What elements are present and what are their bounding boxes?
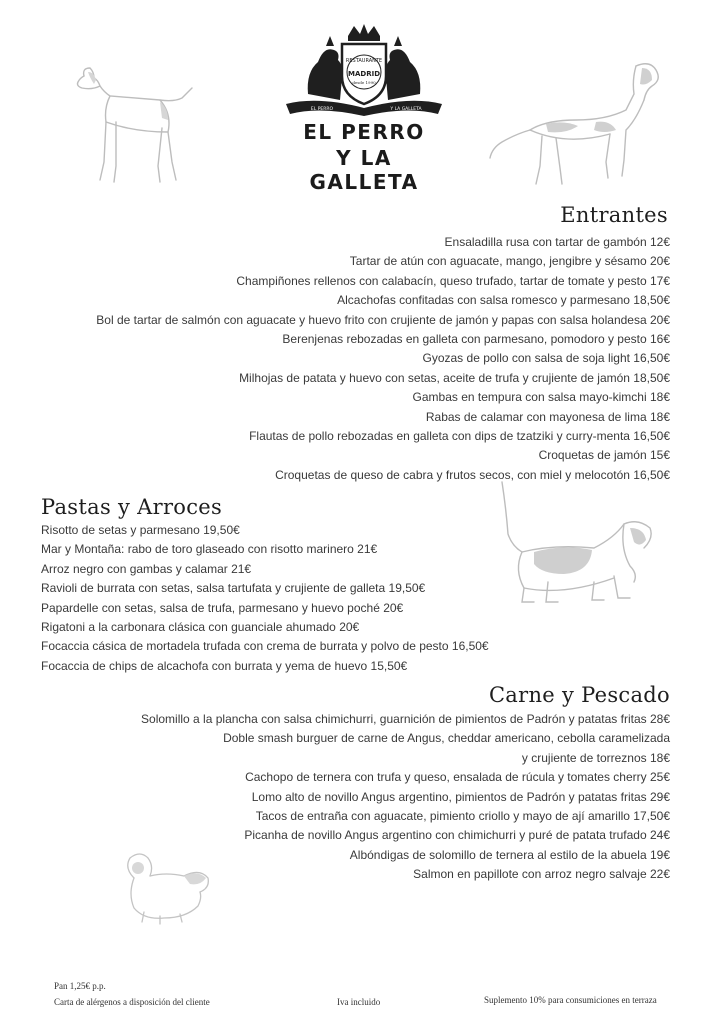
carne-list [141, 710, 670, 885]
list-item: Doble smash burguer de carne de Angus, cheddar americano, cebolla caramelizada [223, 731, 670, 746]
list-item: Gambas en tempura con salsa mayo-kimchi 18€ [412, 390, 670, 405]
pastas-list [41, 521, 489, 676]
list-item: Alcachofas confitadas con salsa romesco y parmesano 18,50€ [337, 293, 670, 308]
section-title-entrantes: Entrantes [560, 203, 668, 227]
footer-allergens: Carta de alérgenos a disposición del cliente [54, 997, 210, 1007]
list-item: Focaccia de chips de alcachofa con burrata y yema de huevo 15,50€ [41, 658, 408, 673]
list-item: Mar y Montaña: rabo de toro glaseado con risotto marinero 21€ [41, 542, 378, 557]
footer-terrace-surcharge: Suplemento 10% para consumiciones en terraza [484, 995, 657, 1005]
list-item: Berenjenas rebozadas en galleta con parmesano, pomodoro y pesto 16€ [282, 332, 670, 347]
svg-text:EL PERRO: EL PERRO [310, 107, 334, 112]
list-item: Gyozas de pollo con salsa de soja light 16,50€ [422, 351, 670, 366]
list-item: Salmon en papillote con arroz negro salvaje 22€ [413, 867, 670, 882]
basset-hound-illustration-icon [494, 478, 656, 610]
list-item: Rigatoni a la carbonara clásica con guanciale ahumado 20€ [41, 620, 360, 635]
list-item: Risotto de setas y parmesano 19,50€ [41, 523, 240, 537]
svg-text:MADRID: MADRID [348, 70, 380, 78]
list-item: Tacos de entraña con aguacate, pimiento criollo y mayo de ají amarillo 17,50€ [255, 809, 670, 824]
list-item: Rabas de calamar con mayonesa de lima 18€ [425, 409, 670, 424]
list-item: Ensaladilla rusa con tartar de gambón 12€ [444, 235, 670, 249]
svg-text:Y LA GALLETA: Y LA GALLETA [390, 107, 422, 112]
list-item: Solomillo a la plancha con salsa chimichurri, guarnición de pimientos de Padrón y patatas fritas 28€ [141, 712, 670, 726]
list-item: Arroz negro con gambas y calamar 21€ [41, 561, 252, 576]
list-item: Croquetas de queso de cabra y frutos secos, con miel y melocotón 16,50€ [275, 467, 670, 482]
section-title-carne: Carne y Pescado [488, 683, 670, 707]
list-item: Milhojas de patata y huevo con setas, aceite de trufa y crujiente de jamón 18,50€ [239, 370, 670, 385]
terrier-illustration-icon [64, 62, 204, 198]
brand-logo [278, 22, 450, 194]
crest-emblem-icon [278, 22, 450, 118]
entrantes-list [96, 233, 670, 485]
setter-illustration-icon [486, 50, 674, 192]
list-item: Papardelle con setas, salsa de trufa, parmesano y huevo poché 20€ [41, 600, 404, 615]
list-item: Champiñones rellenos con calabacín, queso trufado, tartar de tomate y pesto 17€ [236, 273, 670, 288]
svg-text:desde 1990: desde 1990 [352, 80, 376, 85]
brand-name-line-1: EL PERRO [303, 120, 425, 144]
list-item: Croquetas de jamón 15€ [538, 448, 670, 463]
list-item: Picanha de novillo Angus argentino con chimichurri y puré de patata trufado 24€ [244, 828, 670, 843]
footer-bread-price: Pan 1,25€ p.p. [54, 981, 106, 991]
section-title-pastas: Pastas y Arroces [41, 495, 223, 519]
list-item: Albóndigas de solomillo de ternera al estilo de la abuela 19€ [349, 847, 670, 862]
svg-text:RESTAURANTE: RESTAURANTE [345, 58, 383, 64]
list-item: Focaccia cásica de mortadela trufada con crema de burrata y polvo de pesto 16,50€ [41, 639, 489, 654]
list-item: Cachopo de ternera con trufa y queso, ensalada de rúcula y tomates cherry 25€ [245, 770, 670, 785]
list-item: Lomo alto de novillo Angus argentino, pimientos de Padrón y patatas fritas 29€ [251, 789, 670, 804]
list-item: y crujiente de torreznos 18€ [521, 750, 670, 765]
list-item: Ravioli de burrata con setas, salsa tartufata y crujiente de galleta 19,50€ [41, 581, 426, 596]
footer-vat: Iva incluido [337, 997, 381, 1007]
list-item: Bol de tartar de salmón con aguacate y huevo frito con crujiente de jamón y papas con salsa holandesa 20€ [96, 312, 670, 327]
list-item: Tartar de atún con aguacate, mango, jengibre y sésamo 20€ [349, 254, 670, 269]
list-item: Flautas de pollo rebozadas en galleta con dips de tzatziki y curry-menta 16,50€ [249, 429, 670, 444]
brand-name-line-2: Y LA GALLETA [309, 146, 419, 194]
